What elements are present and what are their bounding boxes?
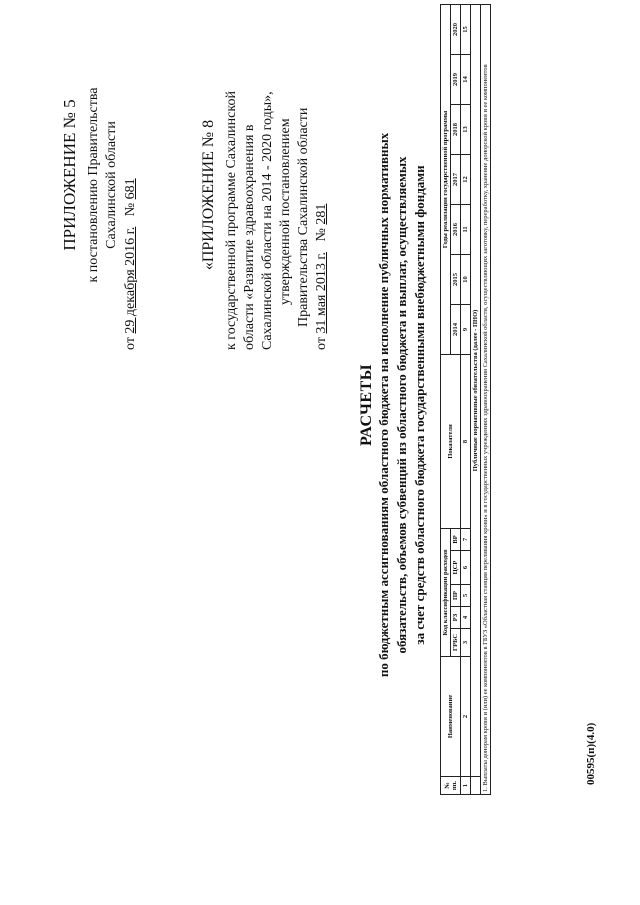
header-year-2018: 2018 [451, 104, 461, 154]
form-code: 00595(п)(4.0) [585, 722, 597, 785]
col-number: 2 [461, 657, 471, 777]
appendix8-number: 281 [314, 203, 329, 225]
header-csr: ЦСР [451, 551, 461, 585]
header-indicators: Показатели [441, 354, 461, 528]
header-vr: ВР [451, 528, 461, 550]
col-number: 9 [461, 304, 471, 354]
document-title: РАСЧЕТЫ [358, 364, 375, 446]
col-number: 14 [461, 54, 471, 104]
appendix8-date-line [314, 204, 330, 350]
appendix8-line5: Правительства Сахалинской области [296, 107, 311, 327]
appendix8-num-label: № [314, 228, 329, 242]
appendix8-line1: к государственной программе Сахалинской [224, 91, 239, 350]
table-header-row-1 [441, 4, 451, 794]
table-row [481, 4, 491, 794]
header-name: Наименование [441, 657, 461, 777]
row-1-text: 1. Выплаты донорам крови и (или) ее компонентов в ГБУЗ «Областная станция переливания крови» и в государственных учреждениях здравоохранения Сахалинской области, осуществляющих заготовку, переработку, хранение донорской крови и ее компонентов [481, 4, 491, 794]
col-number: 12 [461, 154, 471, 204]
col-number: 6 [461, 551, 471, 585]
col-number: 7 [461, 528, 471, 550]
col-number: 1 [461, 777, 471, 795]
col-number: 11 [461, 204, 471, 254]
col-number: 4 [461, 607, 471, 629]
appendix8-title: «ПРИЛОЖЕНИЕ № 8 [200, 119, 217, 271]
column-number-row [461, 4, 471, 794]
appendix5-date: 29 декабря 2016 г. [123, 226, 138, 334]
header-pr: ПР [451, 585, 461, 607]
col-number: 15 [461, 4, 471, 54]
col-number: 10 [461, 254, 471, 304]
header-grbs: ГРБС [451, 629, 461, 657]
section-row [471, 4, 481, 794]
header-code: Код классификации расходов [441, 528, 451, 656]
section-title: Публичные нормативные обязательства (далее - ПНО) [471, 4, 481, 776]
appendix8-line2: области «Развитие здравоохранения в [242, 124, 257, 350]
header-year-2015: 2015 [451, 254, 461, 304]
subtitle-line-2: обязательств, объемов субвенций из областного бюджета и выплат, осуществляемых [394, 156, 409, 654]
appendix8-ot: от [314, 337, 329, 350]
appendix8-line4: утвержденной постановлением [278, 118, 293, 305]
col-number: 3 [461, 629, 471, 657]
appendix5-date-line [123, 10, 139, 350]
col-number: 13 [461, 104, 471, 154]
appendix5-ot: от [123, 337, 138, 350]
calculation-table [440, 4, 491, 795]
header-years: Годы реализации государственной программы [441, 4, 451, 354]
col-number: 5 [461, 585, 471, 607]
header-year-2016: 2016 [451, 204, 461, 254]
subtitle-line-3: за счет средств областного бюджета государственными внебюджетными фондами [412, 165, 427, 645]
appendix8-date: 31 мая 2013 г. [314, 251, 329, 334]
header-rz: РЗ [451, 607, 461, 629]
appendix8-line3: Сахалинской области на 2014 - 2020 годы», [260, 91, 275, 350]
header-year-2019: 2019 [451, 54, 461, 104]
header-num: № пп. [441, 777, 461, 795]
appendix5-line1: к постановлению Правительства [86, 87, 101, 283]
appendix5-line2: Сахалинской области [104, 121, 119, 249]
header-year-2014: 2014 [451, 304, 461, 354]
appendix5-title: ПРИЛОЖЕНИЕ № 5 [60, 99, 79, 251]
appendix5-number: 681 [123, 178, 138, 200]
appendix5-num-label: № [123, 202, 138, 217]
header-year-2017: 2017 [451, 154, 461, 204]
header-year-2020: 2020 [451, 4, 461, 54]
subtitle-line-1: по бюджетным ассигнованиям областного бюджета на исполнение публичных нормативных [376, 132, 391, 678]
col-number: 8 [461, 354, 471, 528]
